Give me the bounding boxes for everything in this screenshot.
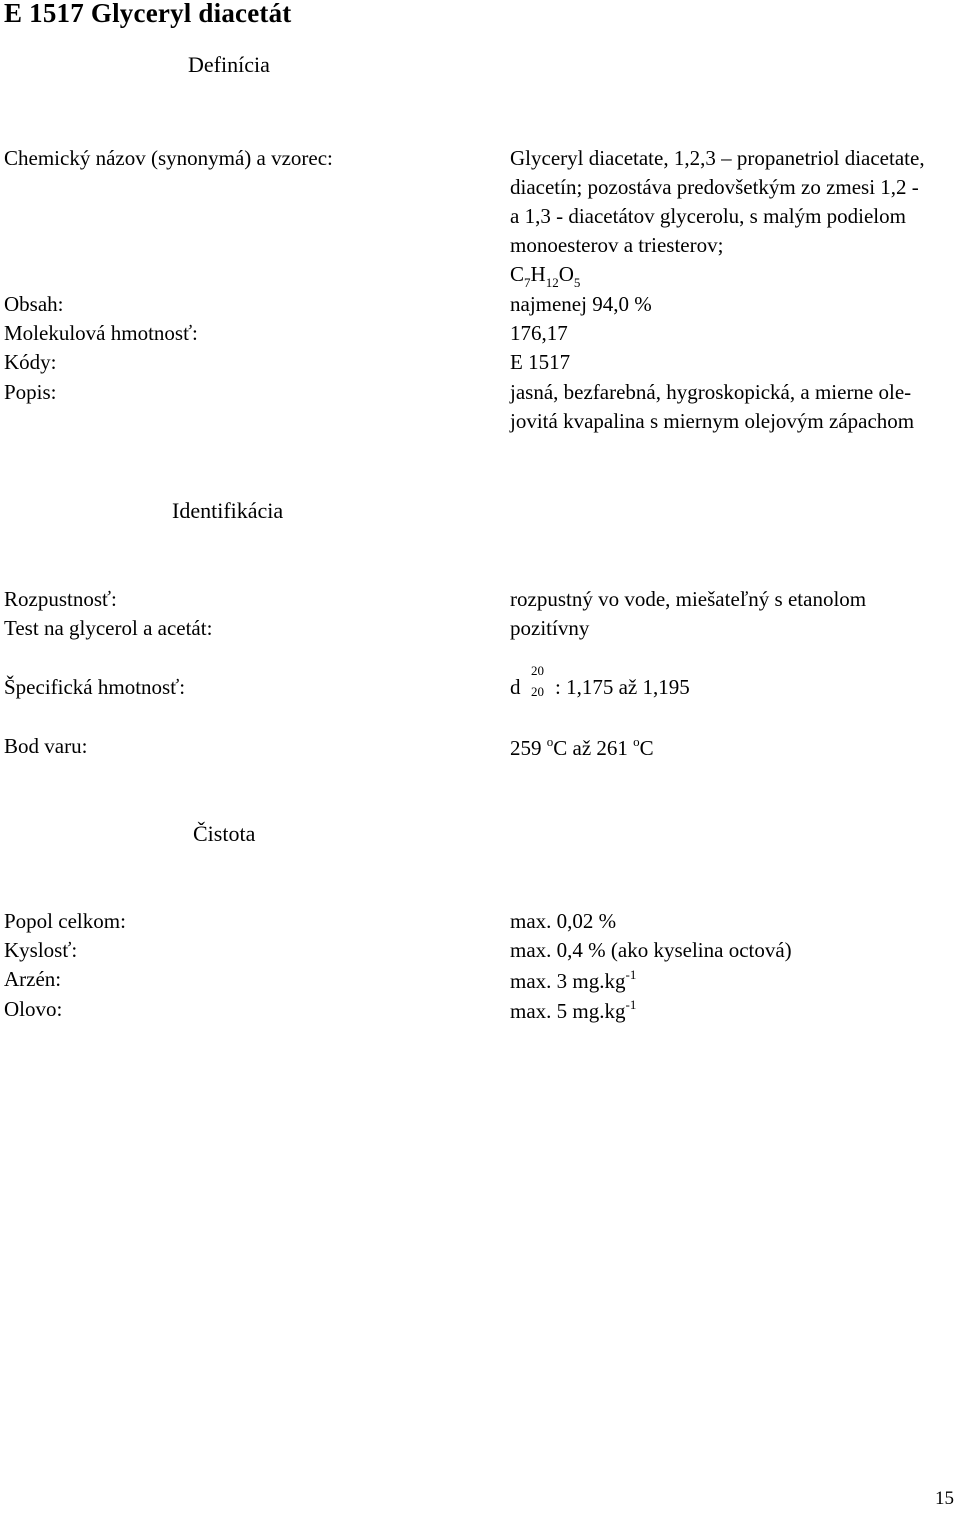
density-symbol: d (510, 675, 521, 699)
boiling-unit: C (553, 736, 568, 760)
boiling-unit: C (639, 736, 654, 760)
codes-label: Kódy: (4, 350, 57, 374)
formula-oxygen: O (558, 262, 574, 286)
arsenic-value (510, 967, 636, 994)
boiling-to: 261 (596, 736, 628, 760)
chem-name-line: Glyceryl diacetate, 1,2,3 – propanetriol diacetate, (510, 146, 925, 170)
section-heading-identification: Identifikácia (172, 498, 284, 523)
chem-name-label: Chemický názov (synonymá) a vzorec: (4, 146, 333, 170)
test-label: Test na glycerol a acetát: (4, 616, 213, 640)
chem-name-line: monoesterov a triesterov; (510, 233, 724, 257)
description-label: Popis: (4, 380, 57, 404)
description-line: jovitá kvapalina s miernym olejovým zápachom (510, 409, 915, 433)
arsenic-label: Arzén: (4, 967, 62, 991)
formula-hydrogen-count: 12 (545, 275, 559, 290)
boiling-from: 259 (510, 736, 542, 760)
page-number: 15 (935, 1488, 954, 1509)
density-value-group (510, 664, 770, 704)
formula-oxygen-count: 5 (573, 275, 581, 290)
boiling-value (510, 734, 654, 761)
solubility-value: rozpustný vo vode, miešateľný s etanolom (510, 587, 867, 611)
degree-mark: o (633, 734, 640, 749)
degree-mark: o (546, 734, 554, 749)
acidity-value: max. 0,4 % (ako kyselina octová) (510, 938, 792, 962)
content-label: Obsah: (4, 292, 64, 316)
unit-exponent: -1 (625, 997, 637, 1012)
chem-name-line: diacetín; pozostáva predovšetkým zo zmesi 1,2 - (510, 175, 919, 199)
formula-hydrogen: H (530, 262, 546, 286)
lead-value (510, 997, 636, 1024)
mol-weight-value: 176,17 (510, 321, 568, 345)
page-title: E 1517 Glyceryl diacetát (4, 0, 292, 28)
description-line: jasná, bezfarebná, hygroskopická, a mierne ole- (510, 380, 912, 404)
section-heading-definition: Definícia (188, 52, 270, 77)
unit-exponent: -1 (625, 967, 637, 982)
codes-value: E 1517 (510, 350, 571, 374)
chemical-formula (510, 262, 580, 291)
arsenic-amount: max. 3 mg.kg (510, 969, 626, 993)
density-subscript: 20 (531, 684, 544, 699)
formula-carbon: C (510, 262, 525, 286)
lead-amount: max. 5 mg.kg (510, 999, 626, 1023)
lead-label: Olovo: (4, 997, 63, 1021)
section-heading-purity: Čistota (193, 821, 256, 846)
density-superscript: 20 (531, 663, 544, 678)
chem-name-line: a 1,3 - diacetátov glycerolu, s malým podielom (510, 204, 906, 228)
ash-value: max. 0,02 % (510, 909, 617, 933)
formula-carbon-count: 7 (524, 275, 531, 290)
solubility-label: Rozpustnosť: (4, 587, 117, 611)
boiling-label: Bod varu: (4, 734, 88, 758)
mol-weight-label: Molekulová hmotnosť: (4, 321, 198, 345)
ash-label: Popol celkom: (4, 909, 126, 933)
acidity-label: Kyslosť: (4, 938, 78, 962)
density-range: : 1,175 až 1,195 (555, 675, 690, 699)
boiling-separator: až (572, 736, 592, 760)
density-label: Špecifická hmotnosť: (4, 675, 186, 699)
test-value: pozitívny (510, 616, 590, 640)
content-value: najmenej 94,0 % (510, 292, 652, 316)
